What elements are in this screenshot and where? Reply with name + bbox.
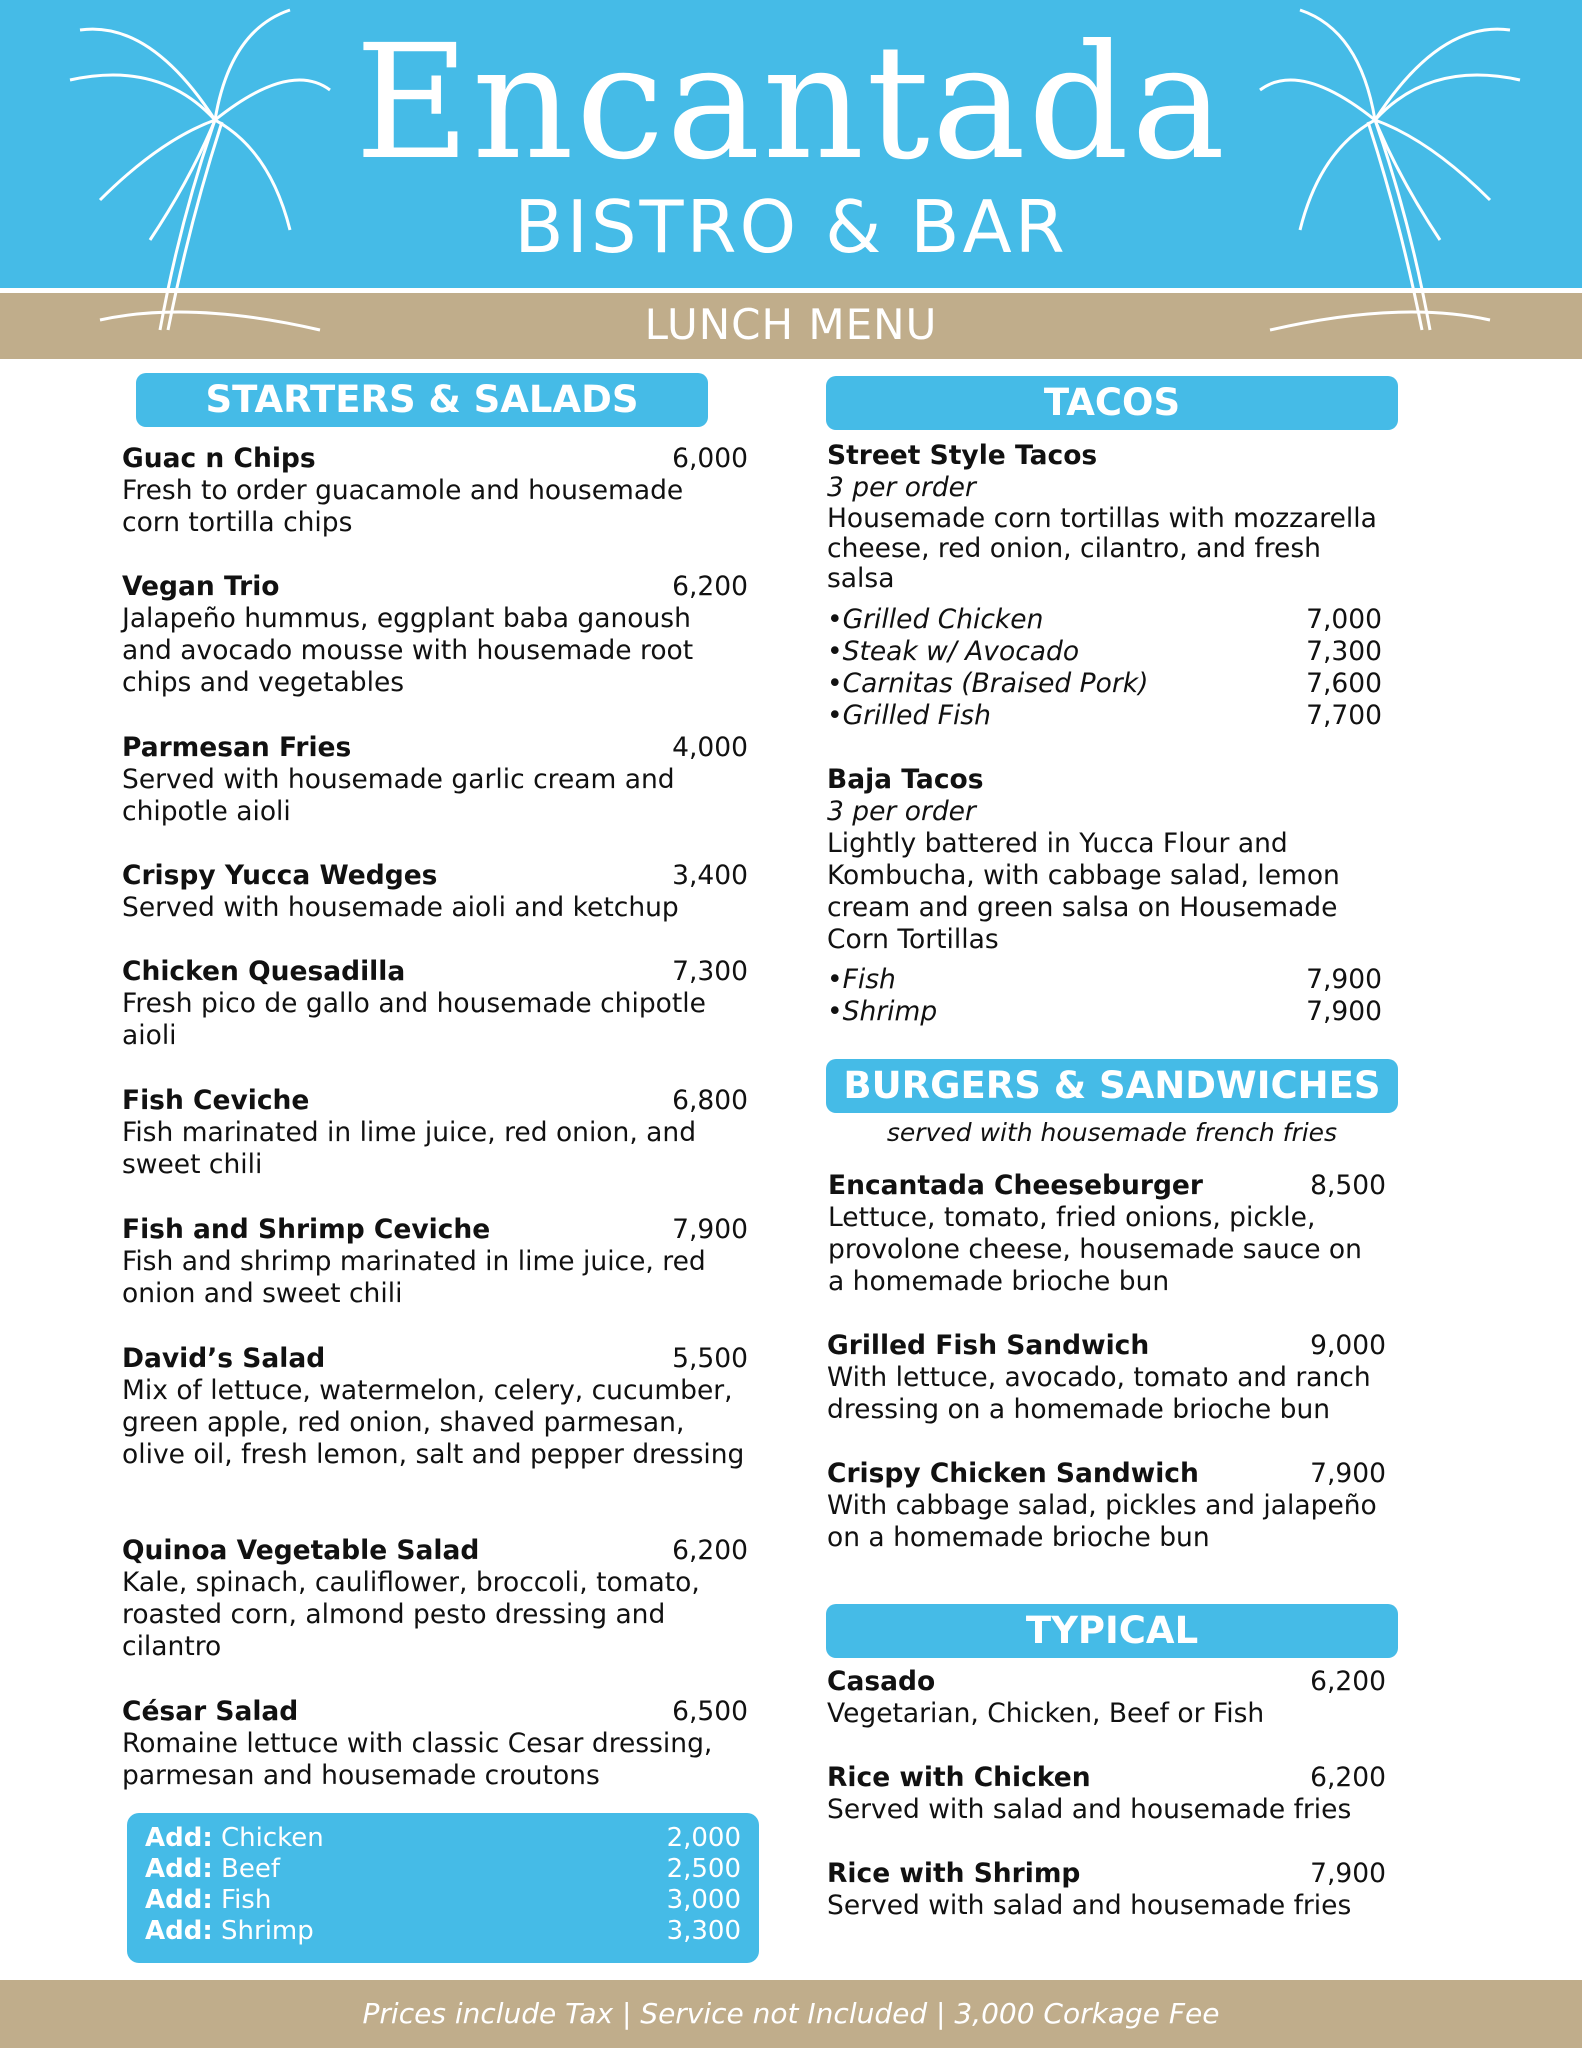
menu-item (827, 1330, 1386, 1426)
add-on-row (145, 1823, 741, 1854)
add-on-row (145, 1916, 741, 1947)
item-description: Mix of lettuce, watermelon, celery, cucumber, green apple, red onion, shaved parmesan, olive oil, fresh lemon, salt and pepper dressing (122, 1375, 745, 1470)
item-name: Parmesan Fries (122, 732, 352, 763)
item-price: 6,200 (1310, 1666, 1386, 1697)
item-description: Romaine lettuce with classic Cesar dressing, parmesan and housemade croutons (122, 1728, 713, 1791)
add-on-price: 3,000 (666, 1885, 741, 1915)
item-name: Crispy Chicken Sandwich (827, 1458, 1199, 1489)
add-on-item: Beef (221, 1854, 280, 1884)
item-description: Served with housemade garlic cream and chipotle aioli (122, 764, 675, 827)
item-price: 4,000 (672, 732, 748, 763)
option-label: •Grilled Chicken (827, 604, 1044, 635)
item-name: Street Style Tacos (827, 440, 1098, 471)
add-on-label: Add: (145, 1854, 213, 1884)
item-price: 7,900 (672, 1214, 748, 1245)
option-label: •Fish (827, 964, 896, 995)
item-note: 3 per order (827, 796, 976, 827)
item-price: 6,200 (672, 571, 748, 602)
option-label: •Carnitas (Braised Pork) (827, 668, 1149, 699)
option-price: 7,600 (1306, 668, 1382, 699)
item-price: 7,900 (1310, 1458, 1386, 1489)
add-on-item: Shrimp (221, 1916, 314, 1946)
item-price: 7,900 (1310, 1858, 1386, 1889)
option-price: 7,700 (1306, 700, 1382, 731)
item-name: Encantada Cheeseburger (828, 1170, 1203, 1201)
item-description: Served with salad and housemade fries (827, 1794, 1352, 1825)
brand-subtitle: BISTRO & BAR (514, 185, 1068, 269)
menu-item (828, 1170, 1386, 1298)
menu-item (122, 1085, 748, 1181)
option-price: 7,900 (1306, 964, 1382, 995)
item-name: Rice with Shrimp (827, 1858, 1081, 1889)
item-description: Fresh pico de gallo and housemade chipotle aioli (122, 988, 706, 1051)
item-price: 5,500 (672, 1343, 748, 1374)
item-price: 9,000 (1310, 1330, 1386, 1361)
option-price: 7,900 (1306, 996, 1382, 1027)
add-on-price: 2,500 (666, 1854, 741, 1884)
menu-item (827, 440, 1382, 732)
item-option (827, 700, 1382, 732)
menu-item (827, 1458, 1386, 1554)
section-heading-typical: TYPICAL (826, 1604, 1398, 1658)
item-option (827, 604, 1382, 636)
item-name: Chicken Quesadilla (122, 956, 406, 987)
option-label: •Grilled Fish (827, 700, 991, 731)
menu-item (122, 443, 748, 539)
menu-item (122, 1214, 748, 1310)
item-price: 6,200 (672, 1535, 748, 1566)
brand-title: Encantada (354, 11, 1228, 195)
add-on-label: Add: (145, 1885, 213, 1915)
menu-item (827, 1858, 1386, 1922)
footer-note: Prices include Tax | Service not Included | 3,000 Corkage Fee (0, 1980, 1582, 2048)
section-heading-burgers: BURGERS & SANDWICHES (826, 1059, 1398, 1113)
item-name: Vegan Trio (122, 571, 280, 602)
menu-item (122, 732, 748, 828)
item-name: Guac n Chips (122, 443, 316, 474)
item-name: Rice with Chicken (827, 1762, 1091, 1793)
menu-item (122, 1696, 748, 1792)
menu-item (122, 956, 748, 1052)
item-name: David’s Salad (122, 1343, 326, 1374)
item-name: César Salad (122, 1696, 299, 1727)
item-description: Lettuce, tomato, fried onions, pickle, provolone cheese, housemade sauce on a homemade brioche bun (828, 1202, 1362, 1297)
item-description: Served with salad and housemade fries (827, 1890, 1352, 1921)
item-description: With lettuce, avocado, tomato and ranch dressing on a homemade brioche bun (827, 1362, 1371, 1425)
add-on-row (145, 1854, 741, 1885)
add-on-price: 3,300 (666, 1916, 741, 1946)
item-description: With cabbage salad, pickles and jalapeño on a homemade brioche bun (827, 1490, 1377, 1553)
menu-item (827, 1666, 1386, 1730)
item-option (827, 668, 1382, 700)
section-heading-starters: STARTERS & SALADS (136, 373, 708, 427)
item-description: Fresh to order guacamole and housemade corn tortilla chips (122, 475, 684, 538)
item-option (827, 996, 1382, 1028)
menu-item (122, 860, 748, 924)
item-price: 3,400 (672, 860, 748, 891)
item-name: Grilled Fish Sandwich (827, 1330, 1150, 1361)
item-description: Fish and shrimp marinated in lime juice, red onion and sweet chili (122, 1246, 706, 1309)
item-description: Lightly battered in Yucca Flour and Kombucha, with cabbage salad, lemon cream and green salsa on Housemade Corn Tortillas (827, 828, 1340, 955)
item-description: Jalapeño hummus, eggplant baba ganoush and avocado mousse with housemade root chips and vegetables (122, 603, 694, 698)
menu-item (122, 1343, 748, 1471)
item-name: Crispy Yucca Wedges (122, 860, 438, 891)
menu-item (122, 1535, 748, 1663)
menu-item (122, 571, 748, 699)
add-on-label: Add: (145, 1823, 213, 1853)
menu-item (827, 764, 1382, 1028)
item-description: Served with housemade aioli and ketchup (122, 892, 679, 923)
add-on-row (145, 1885, 741, 1916)
option-label: •Steak w/ Avocado (827, 636, 1080, 667)
item-description: Kale, spinach, cauliflower, broccoli, tomato, roasted corn, almond pesto dressing and cilantro (122, 1567, 700, 1662)
item-description: Housemade corn tortillas with mozzarella cheese, red onion, cilantro, and fresh salsa (827, 503, 1377, 594)
menu-item (827, 1762, 1386, 1826)
item-price: 6,500 (672, 1696, 748, 1727)
item-price: 6,800 (672, 1085, 748, 1116)
option-label: •Shrimp (827, 996, 938, 1027)
item-note: 3 per order (827, 472, 976, 503)
add-on-item: Chicken (221, 1823, 324, 1853)
add-ons-box (127, 1813, 759, 1963)
burgers-served-note: served with housemade french fries (886, 1118, 1338, 1147)
item-price: 7,300 (672, 956, 748, 987)
item-name: Casado (827, 1666, 936, 1697)
add-on-price: 2,000 (666, 1823, 741, 1853)
item-price: 6,200 (1310, 1762, 1386, 1793)
item-price: 6,000 (672, 443, 748, 474)
item-option (827, 964, 1382, 996)
item-option (827, 636, 1382, 668)
item-name: Fish and Shrimp Ceviche (122, 1214, 491, 1245)
option-price: 7,000 (1306, 604, 1382, 635)
item-name: Quinoa Vegetable Salad (122, 1535, 480, 1566)
add-on-item: Fish (221, 1885, 272, 1915)
item-name: Fish Ceviche (122, 1085, 310, 1116)
item-description: Vegetarian, Chicken, Beef or Fish (827, 1698, 1265, 1729)
item-name: Baja Tacos (827, 764, 984, 795)
item-price: 8,500 (1310, 1170, 1386, 1201)
section-heading-tacos: TACOS (826, 376, 1398, 430)
item-description: Fish marinated in lime juice, red onion, and sweet chili (122, 1117, 697, 1180)
option-price: 7,300 (1306, 636, 1382, 667)
menu-title: LUNCH MENU (644, 300, 938, 349)
add-on-label: Add: (145, 1916, 213, 1946)
